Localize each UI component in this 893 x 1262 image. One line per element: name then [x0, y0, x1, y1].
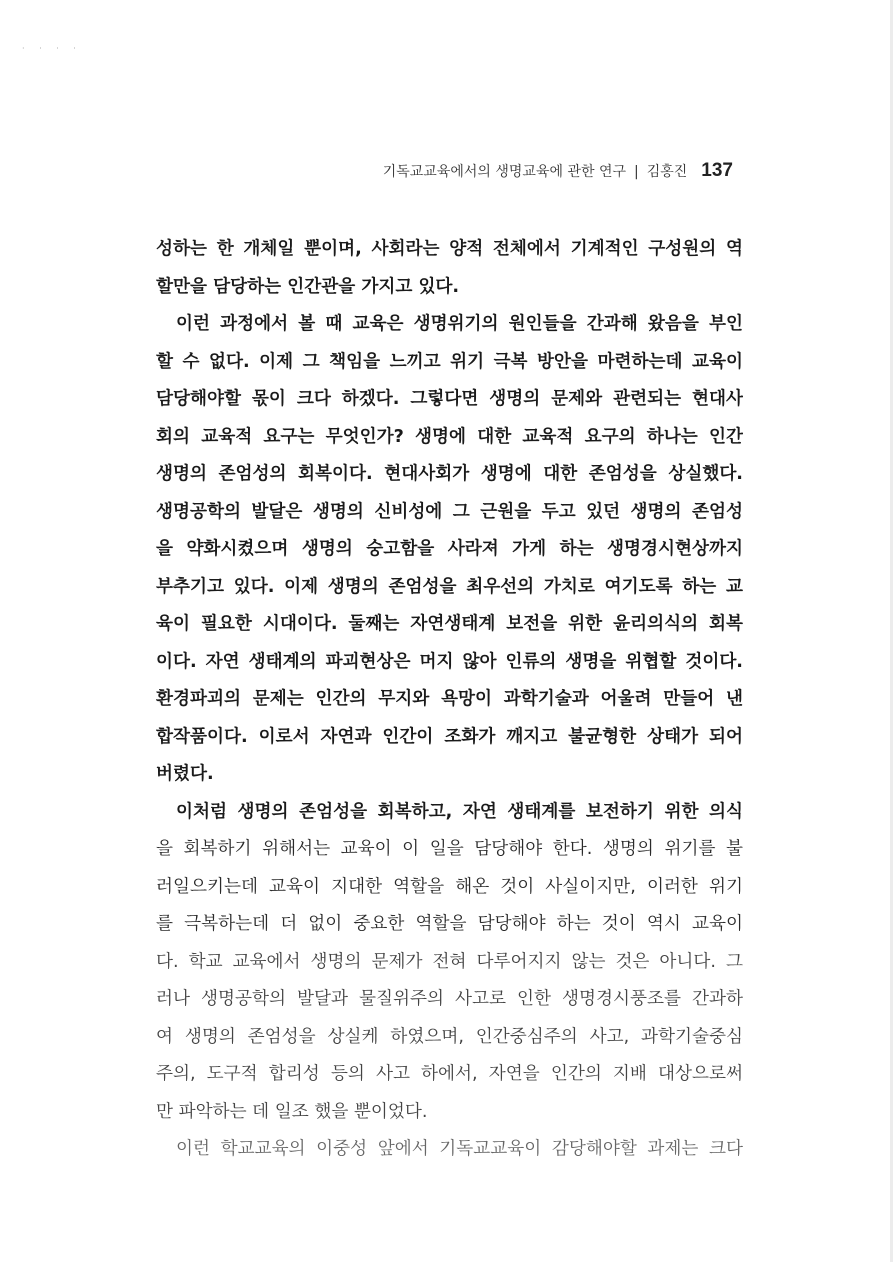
text-line: 생명의 존엄성의 회복이다. 현대사회가 생명에 대한 존엄성을 상실했다.: [156, 464, 743, 484]
text-line: 을 약화시켰으며 생명의 숭고함을 사라져 가게 하는 생명경시현상까지: [156, 539, 743, 559]
text-line: 부추기고 있다. 이제 생명의 존엄성을 최우선의 가치로 여기도록 하는 교: [156, 576, 743, 597]
text-line: 할 수 없다. 이제 그 책임을 느끼고 위기 극복 방안을 마련하는데 교육이: [156, 351, 743, 372]
text-line: 육이 필요한 시대이다. 둘째는 자연생태계 보전을 위한 윤리의식의 회복: [156, 614, 743, 634]
text-line: 담당해야할 몫이 크다 하겠다. 그렇다면 생명의 문제와 관련되는 현대사: [156, 389, 743, 409]
text-line: 회의 교육적 요구는 무엇인가? 생명에 대한 교육적 요구의 하나는 인간: [156, 426, 743, 447]
text-line: 다. 학교 교육에서 생명의 문제가 전혀 다루어지지 않는 것은 아니다. 그: [156, 951, 743, 972]
text-line: 주의, 도구적 합리성 등의 사고 하에서, 자연을 인간의 지배 대상으로써: [156, 1064, 743, 1084]
text-line: 환경파괴의 문제는 인간의 무지와 욕망이 과학기술과 어울려 만들어 낸: [156, 689, 743, 709]
running-head-separator: |: [634, 164, 639, 180]
text-line: 버렸다.: [156, 764, 214, 784]
body-text: [156, 231, 743, 1169]
text-line: 을 회복하기 위해서는 교육이 이 일을 담당해야 한다. 생명의 위기를 불: [156, 839, 743, 859]
text-line: 러일으키는데 교육이 지대한 역할을 해온 것이 사실이지만, 이러한 위기: [156, 876, 743, 897]
running-head-author: 김홍진: [646, 164, 688, 180]
text-line: 이런 과정에서 볼 때 교육은 생명위기의 원인들을 간과해 왔음을 부인: [176, 314, 743, 334]
text-line: 성하는 한 개체일 뿐이며, 사회라는 양적 전체에서 기계적인 구성원의 역: [156, 239, 743, 259]
text-line: 생명공학의 발달은 생명의 신비성에 그 근원을 두고 있던 생명의 존엄성: [156, 501, 743, 522]
text-line: 이다. 자연 생태계의 파괴현상은 머지 않아 인류의 생명을 위협할 것이다.: [156, 651, 743, 672]
text-line: 할만을 담당하는 인간관을 가지고 있다.: [156, 276, 460, 297]
running-head: [383, 160, 733, 184]
text-line: 만 파악하는 데 일조 했을 뿐이었다.: [156, 1101, 428, 1122]
text-line: 러나 생명공학의 발달과 물질위주의 사고로 인한 생명경시풍조를 간과하: [156, 989, 743, 1009]
scan-specks: · · · ·: [22, 44, 82, 53]
text-line: 이런 학교교육의 이중성 앞에서 기독교교육이 감당해야할 과제는 크다: [176, 1139, 743, 1159]
text-line: 여 생명의 존엄성을 상실케 하였으며, 인간중심주의 사고, 과학기술중심: [156, 1026, 743, 1047]
text-line: 이처럼 생명의 존엄성을 회복하고, 자연 생태계를 보전하기 위한 의식: [176, 801, 743, 822]
text-line: 를 극복하는데 더 없이 중요한 역할을 담당해야 하는 것이 역시 교육이: [156, 914, 743, 934]
page-number: 137: [701, 160, 733, 181]
running-head-title: 기독교교육에서의 생명교육에 관한 연구: [382, 164, 626, 180]
text-line: 합작품이다. 이로서 자연과 인간이 조화가 깨지고 불균형한 상태가 되어: [156, 726, 743, 747]
